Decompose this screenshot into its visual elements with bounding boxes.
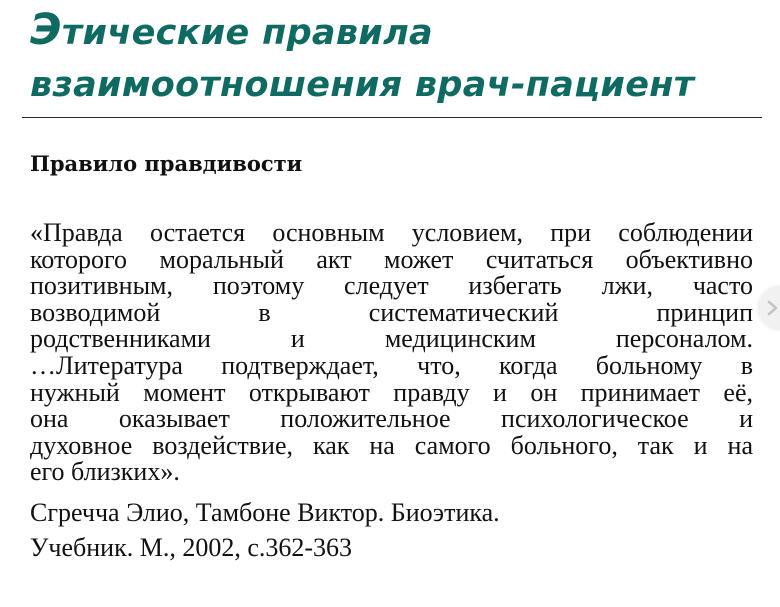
citation-authors: Сгречча Элио, Тамбоне Виктор. Биоэтика.: [30, 498, 500, 527]
section-heading: Правило правдивости: [30, 151, 303, 176]
quote-line: которого моральный акт может считаться объективно: [30, 244, 753, 274]
quote-line: родственниками и медицинским персоналом.: [30, 324, 753, 354]
slide-title-line-2: взаимоотношения врач-пациент: [30, 65, 695, 105]
quote-line: нужный момент открывают правду и он принимает её,: [30, 377, 753, 407]
quote-block: [30, 220, 753, 486]
title-divider: [22, 117, 762, 118]
next-slide-button[interactable]: [758, 286, 780, 330]
slide-title-initial: Э: [30, 5, 62, 55]
citation-source: Учебник. М., 2002, с.362-363: [30, 533, 353, 562]
quote-line: духовное воздействие, как на самого больного, так и на: [30, 430, 753, 460]
quote-line: его близких».: [30, 457, 180, 487]
chevron-right-icon: [766, 300, 780, 316]
slide-title-line-1-rest: тические правила: [61, 13, 433, 53]
slide-title-line-1: [30, 4, 770, 59]
quote-line: …Литература подтверждает, что, когда больному в: [30, 350, 753, 380]
quote-line: позитивным, поэтому следует избегать лжи, часто: [30, 271, 753, 301]
slide-title: [30, 4, 770, 111]
quote-line: «Правда остается основным условием, при соблюдении: [30, 218, 753, 247]
quote-line: возводимой в систематический принцип: [30, 297, 753, 327]
quote-line: она оказывает положительное психологическое и: [30, 404, 753, 434]
